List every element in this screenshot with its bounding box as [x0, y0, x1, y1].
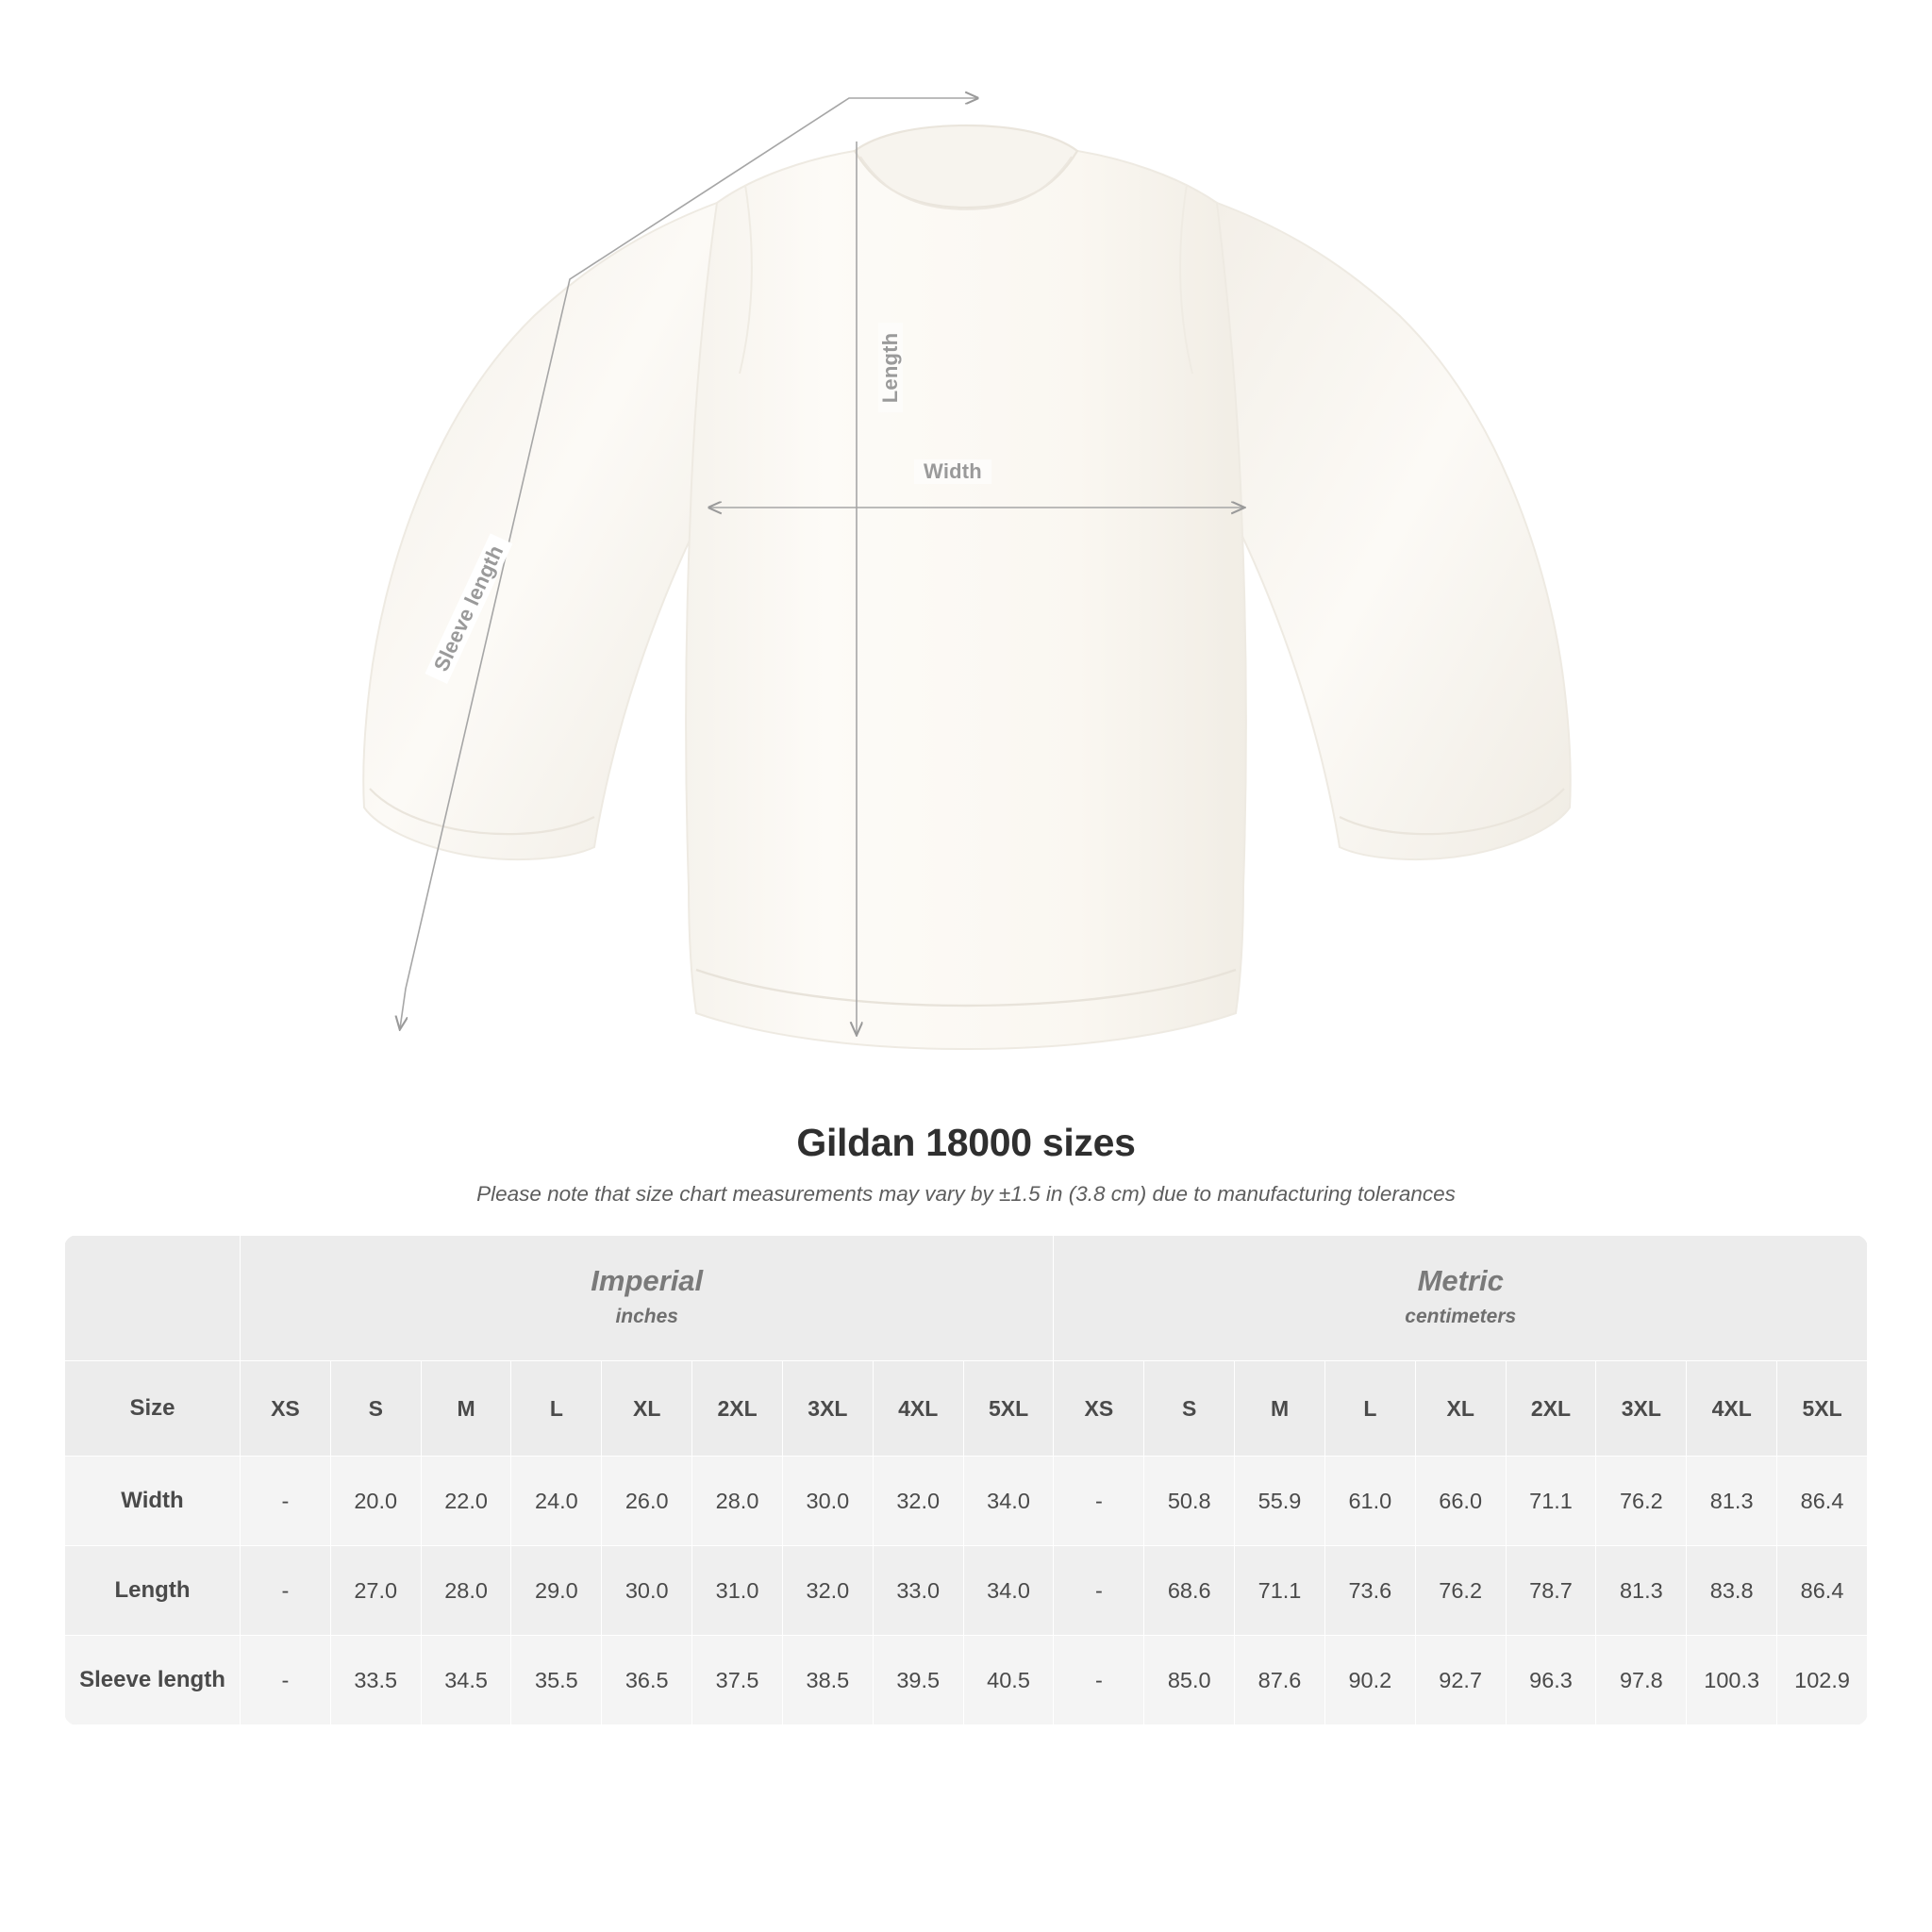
- table-row: [65, 1546, 1868, 1636]
- size-col-header: 4XL: [873, 1361, 963, 1457]
- table-row: [65, 1457, 1868, 1546]
- size-col-header: XS: [241, 1361, 331, 1457]
- measure-cell: 55.9: [1235, 1457, 1325, 1546]
- measure-cell: 85.0: [1144, 1636, 1235, 1725]
- row-label-width: Width: [65, 1457, 241, 1546]
- measure-cell: 39.5: [873, 1636, 963, 1725]
- size-col-header: L: [1324, 1361, 1415, 1457]
- measure-cell: 97.8: [1596, 1636, 1687, 1725]
- row-label-sleeve-length: Sleeve length: [65, 1636, 241, 1725]
- sleeve-length-dimension-label: Sleeve length: [425, 533, 512, 684]
- measure-cell: 81.3: [1687, 1457, 1777, 1546]
- measure-cell: 96.3: [1506, 1636, 1596, 1725]
- measure-cell: 37.5: [692, 1636, 783, 1725]
- measure-cell: 61.0: [1324, 1457, 1415, 1546]
- size-col-header: 2XL: [1506, 1361, 1596, 1457]
- measure-cell: -: [241, 1636, 331, 1725]
- measure-cell: 27.0: [330, 1546, 421, 1636]
- measure-cell: 29.0: [511, 1546, 602, 1636]
- measure-cell: -: [241, 1546, 331, 1636]
- imperial-sublabel: inches: [615, 1306, 678, 1327]
- size-col-header: 5XL: [1777, 1361, 1868, 1457]
- size-col-header: M: [1235, 1361, 1325, 1457]
- page-title: Gildan 18000 sizes: [796, 1121, 1136, 1164]
- right-sleeve: [1217, 203, 1571, 859]
- measure-cell: 50.8: [1144, 1457, 1235, 1546]
- measure-cell: 30.0: [602, 1546, 692, 1636]
- measure-cell: -: [1054, 1457, 1144, 1546]
- width-dimension-label: Width: [914, 459, 991, 484]
- measure-cell: 81.3: [1596, 1546, 1687, 1636]
- measure-cell: 100.3: [1687, 1636, 1777, 1725]
- measure-cell: 24.0: [511, 1457, 602, 1546]
- unit-header-metric: [1054, 1236, 1868, 1361]
- measure-cell: 38.5: [782, 1636, 873, 1725]
- size-table-container: [64, 1235, 1868, 1725]
- measure-cell: 35.5: [511, 1636, 602, 1725]
- measure-cell: 76.2: [1596, 1457, 1687, 1546]
- size-header-row: [65, 1361, 1868, 1457]
- measure-cell: 66.0: [1415, 1457, 1506, 1546]
- size-table: [64, 1235, 1868, 1725]
- size-col-header: M: [421, 1361, 511, 1457]
- size-col-header: S: [1144, 1361, 1235, 1457]
- measure-cell: 34.0: [963, 1457, 1054, 1546]
- measure-cell: 71.1: [1506, 1457, 1596, 1546]
- unit-header-imperial: [241, 1236, 1054, 1361]
- measure-cell: 86.4: [1777, 1546, 1868, 1636]
- measure-cell: 40.5: [963, 1636, 1054, 1725]
- measure-cell: 28.0: [421, 1546, 511, 1636]
- size-col-header: 5XL: [963, 1361, 1054, 1457]
- size-col-header: 4XL: [1687, 1361, 1777, 1457]
- unit-header-blank: [65, 1236, 241, 1361]
- title-block: [0, 1121, 1932, 1207]
- measure-cell: 32.0: [782, 1546, 873, 1636]
- metric-label: Metric: [1417, 1264, 1504, 1297]
- size-header-cell: Size: [65, 1361, 241, 1457]
- measure-cell: 22.0: [421, 1457, 511, 1546]
- measure-cell: 87.6: [1235, 1636, 1325, 1725]
- row-label-length: Length: [65, 1546, 241, 1636]
- measure-cell: 92.7: [1415, 1636, 1506, 1725]
- left-sleeve: [363, 203, 717, 859]
- measure-cell: 102.9: [1777, 1636, 1868, 1725]
- size-col-header: L: [511, 1361, 602, 1457]
- measure-cell: 83.8: [1687, 1546, 1777, 1636]
- measure-cell: 90.2: [1324, 1636, 1415, 1725]
- measure-cell: 33.5: [330, 1636, 421, 1725]
- table-row: [65, 1636, 1868, 1725]
- length-dimension-label: Length: [878, 324, 903, 413]
- measure-cell: 34.5: [421, 1636, 511, 1725]
- metric-sublabel: centimeters: [1405, 1306, 1517, 1327]
- size-col-header: XS: [1054, 1361, 1144, 1457]
- measure-cell: 73.6: [1324, 1546, 1415, 1636]
- measure-cell: 26.0: [602, 1457, 692, 1546]
- measure-cell: 78.7: [1506, 1546, 1596, 1636]
- size-col-header: 3XL: [782, 1361, 873, 1457]
- size-col-header: S: [330, 1361, 421, 1457]
- size-col-header: 3XL: [1596, 1361, 1687, 1457]
- measure-cell: 33.0: [873, 1546, 963, 1636]
- measure-cell: 28.0: [692, 1457, 783, 1546]
- measure-cell: 68.6: [1144, 1546, 1235, 1636]
- measure-cell: 71.1: [1235, 1546, 1325, 1636]
- measure-cell: -: [1054, 1546, 1144, 1636]
- size-col-header: 2XL: [692, 1361, 783, 1457]
- measure-cell: 20.0: [330, 1457, 421, 1546]
- size-col-header: XL: [1415, 1361, 1506, 1457]
- measure-cell: 86.4: [1777, 1457, 1868, 1546]
- measure-cell: 34.0: [963, 1546, 1054, 1636]
- body: [686, 143, 1246, 1049]
- measure-cell: -: [1054, 1636, 1144, 1725]
- measure-cell: 31.0: [692, 1546, 783, 1636]
- measure-cell: 36.5: [602, 1636, 692, 1725]
- unit-header-row: [65, 1236, 1868, 1361]
- measure-cell: 32.0: [873, 1457, 963, 1546]
- imperial-label: Imperial: [591, 1264, 704, 1297]
- measure-cell: -: [241, 1457, 331, 1546]
- tolerance-note: Please note that size chart measurements may vary by ±1.5 in (3.8 cm) due to manufacturing tolerances: [476, 1182, 1456, 1206]
- measure-cell: 76.2: [1415, 1546, 1506, 1636]
- measure-cell: 30.0: [782, 1457, 873, 1546]
- size-col-header: XL: [602, 1361, 692, 1457]
